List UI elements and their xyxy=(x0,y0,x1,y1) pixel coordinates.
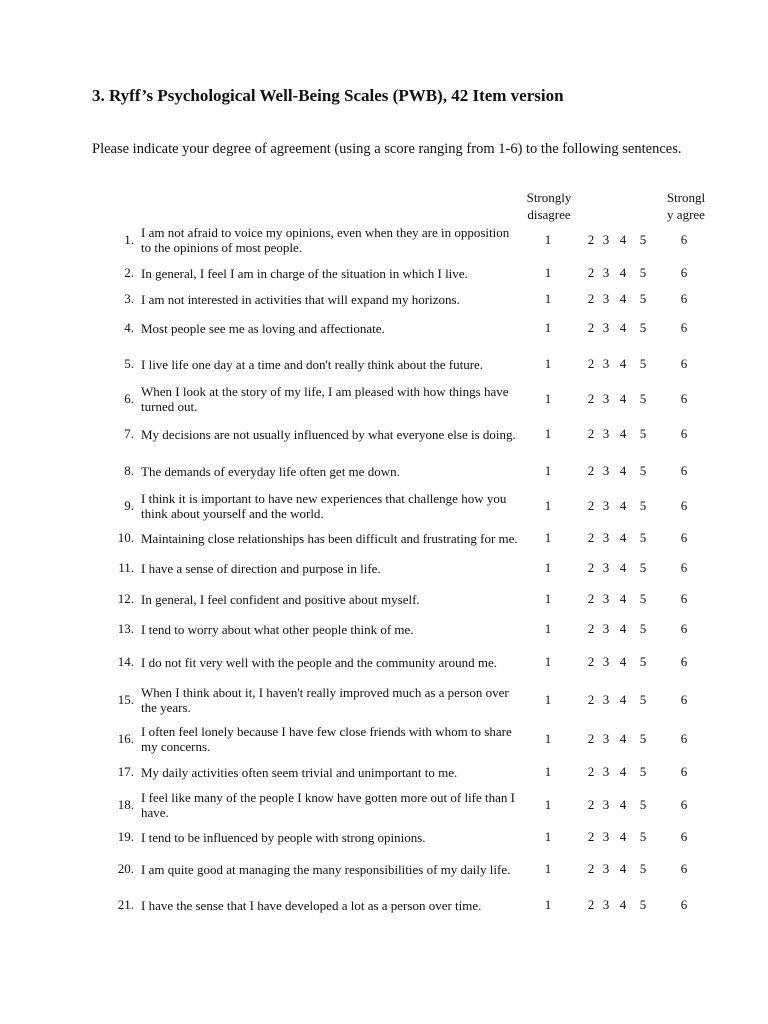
scale-option-4[interactable]: 4 xyxy=(619,530,627,545)
scale-option-4[interactable]: 4 xyxy=(619,265,627,280)
scale-option-3[interactable]: 3 xyxy=(602,426,610,441)
scale-option-3[interactable]: 3 xyxy=(602,356,610,371)
item-statement xyxy=(141,381,521,417)
table-row xyxy=(0,721,768,757)
scale-option-4[interactable]: 4 xyxy=(619,498,627,513)
item-statement xyxy=(141,346,521,382)
scale-option-1[interactable]: 1 xyxy=(544,829,552,844)
scale-option-5[interactable]: 5 xyxy=(639,731,647,746)
scale-option-6[interactable]: 6 xyxy=(680,320,688,335)
item-statement-text: I am quite good at managing the many responsibilities of my daily life. xyxy=(141,861,511,877)
scale-option-2[interactable]: 2 xyxy=(587,530,595,545)
table-row xyxy=(0,851,768,887)
scale-option-3[interactable]: 3 xyxy=(602,692,610,707)
item-statement xyxy=(141,721,521,757)
scale-option-3[interactable]: 3 xyxy=(602,560,610,575)
item-number: 11. xyxy=(118,560,134,575)
page-title: 3. Ryff’s Psychological Well-Being Scales (PWB), 42 Item version xyxy=(92,86,564,105)
scale-option-2[interactable]: 2 xyxy=(587,692,595,707)
scale-option-1[interactable]: 1 xyxy=(544,797,552,812)
scale-option-5[interactable]: 5 xyxy=(639,621,647,636)
item-statement xyxy=(141,310,521,346)
scale-option-5[interactable]: 5 xyxy=(639,426,647,441)
scale-option-3[interactable]: 3 xyxy=(602,897,610,912)
scale-option-3[interactable]: 3 xyxy=(602,232,610,247)
scale-option-3[interactable]: 3 xyxy=(602,861,610,876)
scale-option-3[interactable]: 3 xyxy=(602,797,610,812)
item-number: 4. xyxy=(124,320,134,335)
scale-option-5[interactable]: 5 xyxy=(639,356,647,371)
scale-option-6[interactable]: 6 xyxy=(680,265,688,280)
item-number: 8. xyxy=(124,463,134,478)
table-row xyxy=(0,488,768,524)
item-number: 5. xyxy=(124,356,134,371)
item-statement-text: Maintaining close relationships has been difficult and frustrating for me. xyxy=(141,530,518,546)
scale-option-2[interactable]: 2 xyxy=(587,764,595,779)
table-row xyxy=(0,310,768,346)
item-number: 15. xyxy=(117,692,134,707)
item-statement-text: I tend to be influenced by people with strong opinions. xyxy=(141,829,426,845)
scale-option-3[interactable]: 3 xyxy=(602,498,610,513)
item-statement xyxy=(141,416,521,452)
scale-option-2[interactable]: 2 xyxy=(587,591,595,606)
scale-option-4[interactable]: 4 xyxy=(619,232,627,247)
scale-option-5[interactable]: 5 xyxy=(639,391,647,406)
scale-option-4[interactable]: 4 xyxy=(619,391,627,406)
item-number: 13. xyxy=(117,621,134,636)
item-statement xyxy=(141,819,521,855)
item-statement xyxy=(141,453,521,489)
scale-option-1[interactable]: 1 xyxy=(544,265,552,280)
scale-option-3[interactable]: 3 xyxy=(602,391,610,406)
scale-option-6[interactable]: 6 xyxy=(680,829,688,844)
table-row xyxy=(0,754,768,790)
scale-option-1[interactable]: 1 xyxy=(544,391,552,406)
item-statement-text: My daily activities often seem trivial and unimportant to me. xyxy=(141,764,458,780)
scale-option-5[interactable]: 5 xyxy=(639,861,647,876)
table-row xyxy=(0,787,768,823)
scale-option-1[interactable]: 1 xyxy=(544,426,552,441)
scale-option-6[interactable]: 6 xyxy=(680,764,688,779)
scale-option-6[interactable]: 6 xyxy=(680,391,688,406)
scale-option-6[interactable]: 6 xyxy=(680,897,688,912)
scale-option-2[interactable]: 2 xyxy=(587,391,595,406)
item-statement-text: I feel like many of the people I know have gotten more out of life than I have. xyxy=(141,790,515,820)
table-row xyxy=(0,381,768,417)
item-statement-text: I do not fit very well with the people and the community around me. xyxy=(141,654,497,670)
scale-option-5[interactable]: 5 xyxy=(639,320,647,335)
scale-option-6[interactable]: 6 xyxy=(680,356,688,371)
scale-option-2[interactable]: 2 xyxy=(587,232,595,247)
scale-option-4[interactable]: 4 xyxy=(619,320,627,335)
scale-option-6[interactable]: 6 xyxy=(680,291,688,306)
item-statement-text: I am not afraid to voice my opinions, even when they are in opposition to the opinions of most people. xyxy=(141,225,510,255)
scale-option-4[interactable]: 4 xyxy=(619,654,627,669)
scale-option-6[interactable]: 6 xyxy=(680,797,688,812)
table-row xyxy=(0,453,768,489)
scale-option-5[interactable]: 5 xyxy=(639,797,647,812)
scale-option-1[interactable]: 1 xyxy=(544,356,552,371)
scale-option-2[interactable]: 2 xyxy=(587,463,595,478)
table-row xyxy=(0,611,768,647)
table-row xyxy=(0,682,768,718)
item-number: 12. xyxy=(117,591,134,606)
item-statement xyxy=(141,682,521,718)
scale-option-1[interactable]: 1 xyxy=(544,498,552,513)
item-number: 19. xyxy=(117,829,134,844)
scale-option-1[interactable]: 1 xyxy=(544,692,552,707)
scale-option-5[interactable]: 5 xyxy=(639,530,647,545)
scale-option-1[interactable]: 1 xyxy=(544,591,552,606)
item-number: 1. xyxy=(124,232,134,247)
item-statement-text: The demands of everyday life often get me down. xyxy=(141,463,400,479)
scale-option-1[interactable]: 1 xyxy=(544,654,552,669)
table-row xyxy=(0,887,768,923)
scale-option-4[interactable]: 4 xyxy=(619,356,627,371)
strongly-agree-line2: y agree xyxy=(667,207,705,222)
scale-option-4[interactable]: 4 xyxy=(619,897,627,912)
item-statement-text: I am not interested in activities that will expand my horizons. xyxy=(141,291,460,307)
item-number: 10. xyxy=(117,530,134,545)
item-statement-text: I think it is important to have new experiences that challenge how you think about yourself and the world. xyxy=(141,491,507,521)
scale-option-5[interactable]: 5 xyxy=(639,265,647,280)
item-statement xyxy=(141,754,521,790)
item-statement xyxy=(141,851,521,887)
scale-option-2[interactable]: 2 xyxy=(587,320,595,335)
table-row xyxy=(0,222,768,258)
scale-option-2[interactable]: 2 xyxy=(587,498,595,513)
item-statement-text: In general, I feel confident and positive about myself. xyxy=(141,591,420,607)
item-statement xyxy=(141,488,521,524)
scale-option-4[interactable]: 4 xyxy=(619,764,627,779)
item-statement-text: I often feel lonely because I have few close friends with whom to share my concerns. xyxy=(141,724,512,754)
scale-option-2[interactable]: 2 xyxy=(587,265,595,280)
scale-option-6[interactable]: 6 xyxy=(680,621,688,636)
table-row xyxy=(0,346,768,382)
scale-option-2[interactable]: 2 xyxy=(587,797,595,812)
item-statement-text: When I think about it, I haven't really improved much as a person over the years. xyxy=(141,685,509,715)
scale-option-6[interactable]: 6 xyxy=(680,426,688,441)
scale-option-4[interactable]: 4 xyxy=(619,591,627,606)
scale-option-6[interactable]: 6 xyxy=(680,731,688,746)
table-row xyxy=(0,416,768,452)
scale-option-4[interactable]: 4 xyxy=(619,731,627,746)
scale-option-2[interactable]: 2 xyxy=(587,654,595,669)
scale-option-6[interactable]: 6 xyxy=(680,232,688,247)
item-number: 18. xyxy=(117,797,134,812)
item-number: 3. xyxy=(124,291,134,306)
scale-option-2[interactable]: 2 xyxy=(587,560,595,575)
item-statement-text: I tend to worry about what other people think of me. xyxy=(141,621,414,637)
scale-option-5[interactable]: 5 xyxy=(639,654,647,669)
scale-option-2[interactable]: 2 xyxy=(587,426,595,441)
scale-option-4[interactable]: 4 xyxy=(619,560,627,575)
scale-option-1[interactable]: 1 xyxy=(544,861,552,876)
item-number: 17. xyxy=(117,764,134,779)
item-statement xyxy=(141,787,521,823)
scale-option-5[interactable]: 5 xyxy=(639,463,647,478)
scale-option-2[interactable]: 2 xyxy=(587,291,595,306)
scale-option-2[interactable]: 2 xyxy=(587,621,595,636)
scale-option-5[interactable]: 5 xyxy=(639,591,647,606)
instructions-text: Please indicate your degree of agreement (using a score ranging from 1-6) to the following sentences. xyxy=(92,141,682,157)
scale-option-3[interactable]: 3 xyxy=(602,265,610,280)
item-statement-text: When I look at the story of my life, I am pleased with how things have turned out. xyxy=(141,384,509,414)
item-number: 9. xyxy=(124,498,134,513)
scale-option-3[interactable]: 3 xyxy=(602,764,610,779)
scale-option-4[interactable]: 4 xyxy=(619,426,627,441)
scale-option-5[interactable]: 5 xyxy=(639,291,647,306)
item-number: 21. xyxy=(117,897,134,912)
scale-option-1[interactable]: 1 xyxy=(544,560,552,575)
scale-option-4[interactable]: 4 xyxy=(619,861,627,876)
scale-option-5[interactable]: 5 xyxy=(639,498,647,513)
strongly-agree-header xyxy=(658,189,714,223)
item-number: 2. xyxy=(124,265,134,280)
scale-option-2[interactable]: 2 xyxy=(587,861,595,876)
scale-option-1[interactable]: 1 xyxy=(544,731,552,746)
scale-option-3[interactable]: 3 xyxy=(602,591,610,606)
item-number: 14. xyxy=(117,654,134,669)
item-statement xyxy=(141,644,521,680)
scale-option-2[interactable]: 2 xyxy=(587,356,595,371)
item-statement-text: In general, I feel I am in charge of the situation in which I live. xyxy=(141,265,468,281)
scale-option-6[interactable]: 6 xyxy=(680,530,688,545)
scale-option-1[interactable]: 1 xyxy=(544,291,552,306)
scale-option-6[interactable]: 6 xyxy=(680,498,688,513)
scale-option-6[interactable]: 6 xyxy=(680,654,688,669)
scale-option-6[interactable]: 6 xyxy=(680,463,688,478)
scale-option-1[interactable]: 1 xyxy=(544,320,552,335)
scale-option-4[interactable]: 4 xyxy=(619,621,627,636)
scale-option-1[interactable]: 1 xyxy=(544,463,552,478)
item-statement xyxy=(141,887,521,923)
scale-option-4[interactable]: 4 xyxy=(619,463,627,478)
item-statement-text: Most people see me as loving and affectionate. xyxy=(141,320,385,336)
scale-option-5[interactable]: 5 xyxy=(639,232,647,247)
scale-option-1[interactable]: 1 xyxy=(544,764,552,779)
item-number: 6. xyxy=(124,391,134,406)
item-number: 16. xyxy=(117,731,134,746)
scale-option-3[interactable]: 3 xyxy=(602,731,610,746)
table-row xyxy=(0,819,768,855)
scale-option-3[interactable]: 3 xyxy=(602,463,610,478)
item-number: 20. xyxy=(117,861,134,876)
scale-option-3[interactable]: 3 xyxy=(602,654,610,669)
scale-option-3[interactable]: 3 xyxy=(602,320,610,335)
item-number: 7. xyxy=(124,426,134,441)
item-statement xyxy=(141,611,521,647)
scale-option-5[interactable]: 5 xyxy=(639,897,647,912)
scale-option-4[interactable]: 4 xyxy=(619,797,627,812)
scale-option-6[interactable]: 6 xyxy=(680,560,688,575)
strongly-disagree-header xyxy=(516,189,582,223)
scale-option-5[interactable]: 5 xyxy=(639,764,647,779)
scale-option-3[interactable]: 3 xyxy=(602,530,610,545)
strongly-disagree-line2: disagree xyxy=(527,207,571,222)
scale-option-3[interactable]: 3 xyxy=(602,829,610,844)
strongly-agree-line1: Strongl xyxy=(666,190,706,205)
scale-option-2[interactable]: 2 xyxy=(587,829,595,844)
item-statement xyxy=(141,222,521,258)
scale-option-6[interactable]: 6 xyxy=(680,591,688,606)
item-statement-text: I live life one day at a time and don't really think about the future. xyxy=(141,356,484,372)
item-statement-text: I have the sense that I have developed a lot as a person over time. xyxy=(141,897,482,913)
scale-option-1[interactable]: 1 xyxy=(544,232,552,247)
scale-option-6[interactable]: 6 xyxy=(680,861,688,876)
strongly-disagree-line1: Strongly xyxy=(526,190,572,205)
scale-option-4[interactable]: 4 xyxy=(619,291,627,306)
scale-option-5[interactable]: 5 xyxy=(639,560,647,575)
scale-option-1[interactable]: 1 xyxy=(544,621,552,636)
scale-option-1[interactable]: 1 xyxy=(544,897,552,912)
scale-option-3[interactable]: 3 xyxy=(602,291,610,306)
scale-option-5[interactable]: 5 xyxy=(639,829,647,844)
scale-option-2[interactable]: 2 xyxy=(587,731,595,746)
item-statement-text: I have a sense of direction and purpose in life. xyxy=(141,560,381,576)
scale-option-6[interactable]: 6 xyxy=(680,692,688,707)
scale-option-1[interactable]: 1 xyxy=(544,530,552,545)
scale-option-2[interactable]: 2 xyxy=(587,897,595,912)
scale-option-5[interactable]: 5 xyxy=(639,692,647,707)
item-statement-text: My decisions are not usually influenced by what everyone else is doing. xyxy=(141,426,516,442)
table-row xyxy=(0,644,768,680)
scale-option-4[interactable]: 4 xyxy=(619,692,627,707)
scale-option-3[interactable]: 3 xyxy=(602,621,610,636)
scale-option-4[interactable]: 4 xyxy=(619,829,627,844)
